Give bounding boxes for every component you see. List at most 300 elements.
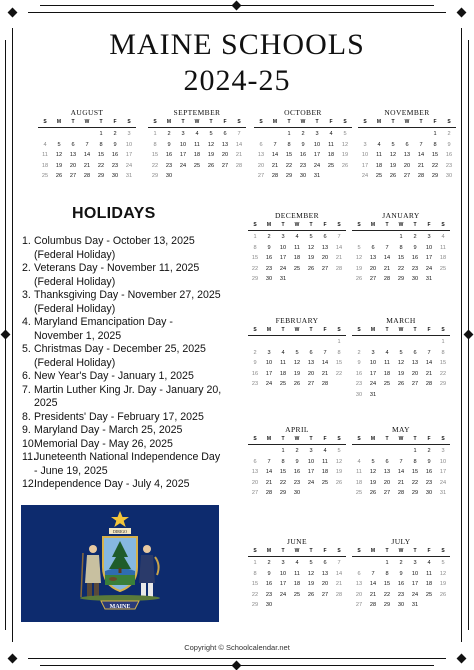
day-cell: 26	[293, 381, 301, 387]
weekday-header	[352, 221, 450, 231]
day-cell: 30	[165, 173, 173, 179]
day-cell: 12	[307, 244, 315, 251]
holiday-line: Independence Day - July 4, 2025	[34, 478, 190, 490]
day-cell: 16	[111, 152, 119, 158]
weekday-label: T	[413, 222, 417, 228]
day-cell: 11	[384, 360, 390, 366]
day-cell: 24	[411, 591, 419, 598]
week-row	[148, 161, 246, 172]
day-cell	[366, 232, 380, 243]
weekday-label: S	[447, 119, 451, 125]
day-cell: 19	[307, 255, 315, 261]
corner-diamond	[457, 8, 467, 18]
weekday-label: F	[427, 327, 431, 333]
day-cell	[290, 337, 304, 348]
holiday-line: Maryland Emancipation Day -	[34, 316, 173, 328]
week-row	[248, 358, 346, 369]
day-cell: 21	[321, 370, 329, 377]
day-cell: 31	[279, 276, 287, 282]
holiday-line: Presidents' Day - February 17, 2025	[34, 410, 204, 423]
day-cell: 13	[383, 469, 391, 475]
week-row	[248, 253, 346, 264]
day-cell: 17	[439, 469, 447, 475]
day-cell: 7	[267, 458, 271, 465]
day-cell: 22	[397, 265, 405, 272]
day-cell: 24	[279, 265, 287, 272]
weekday-label: T	[419, 119, 423, 125]
day-cell: 7	[399, 458, 403, 465]
day-cell: 16	[293, 469, 301, 475]
day-cell: 6	[323, 560, 327, 566]
day-cell: 4	[427, 560, 431, 566]
holidays-list	[22, 235, 244, 492]
weekday-header	[248, 547, 346, 557]
day-cell: 17	[313, 152, 321, 158]
holiday-line: New Year's Day - January 1, 2025	[34, 370, 194, 382]
corner-diamond	[8, 654, 18, 664]
day-cell: 25	[383, 381, 391, 387]
day-cell: 5	[357, 244, 361, 251]
day-cell: 16	[411, 255, 419, 261]
day-cell: 15	[431, 152, 439, 158]
day-cell: 20	[369, 265, 377, 272]
frame-diamond	[1, 330, 11, 340]
day-cell	[38, 129, 52, 140]
day-cell	[254, 129, 268, 140]
weekday-label: T	[181, 119, 185, 125]
day-cell: 17	[369, 370, 377, 377]
day-cell: 22	[285, 162, 293, 169]
day-cell: 9	[301, 141, 305, 148]
week-row	[352, 232, 450, 243]
day-cell	[248, 337, 262, 348]
weekday-label: F	[113, 119, 117, 125]
day-cell: 2	[267, 234, 271, 240]
weekday-label: S	[337, 327, 341, 333]
weekday-label: S	[253, 327, 257, 333]
holiday-item	[22, 424, 244, 438]
day-cell: 4	[377, 141, 381, 148]
weekday-header	[248, 435, 346, 445]
month-name: FEBRUARY	[275, 316, 319, 325]
day-cell	[366, 558, 380, 569]
day-cell: 8	[287, 141, 291, 148]
weekday-label: T	[385, 436, 389, 442]
day-cell: 4	[323, 448, 327, 454]
day-cell: 16	[265, 581, 273, 587]
month-name: OCTOBER	[284, 108, 322, 117]
week-row	[358, 150, 456, 161]
day-cell: 11	[294, 570, 300, 577]
week-row	[254, 171, 352, 182]
day-cell: 15	[279, 469, 287, 475]
weekday-label: M	[272, 119, 278, 125]
day-cell: 9	[267, 570, 271, 577]
day-cell: 19	[307, 581, 315, 587]
day-cell: 23	[411, 265, 419, 272]
weekday-label: T	[99, 119, 103, 125]
day-cell: 17	[279, 581, 287, 587]
day-cell: 10	[369, 360, 377, 366]
day-cell: 27	[221, 162, 229, 169]
day-cell: 17	[179, 152, 187, 158]
weekday-label: S	[357, 436, 361, 442]
day-cell: 13	[307, 360, 315, 366]
week-row	[352, 348, 450, 359]
day-cell: 10	[279, 570, 287, 577]
weekday-label: W	[398, 327, 404, 333]
day-cell: 11	[356, 469, 362, 475]
weekday-label: T	[209, 119, 213, 125]
corner-diamond	[8, 8, 18, 18]
day-cell: 11	[376, 152, 382, 158]
day-cell: 14	[235, 141, 243, 148]
day-cell: 19	[207, 152, 215, 158]
weekday-label: W	[294, 436, 300, 442]
weekday-label: W	[194, 119, 200, 125]
day-cell: 31	[313, 173, 321, 179]
holiday-line: (Federal Holiday)	[34, 275, 116, 288]
day-cell: 26	[397, 381, 405, 387]
day-cell: 12	[55, 152, 63, 158]
day-cell: 4	[295, 234, 299, 240]
holiday-number: 9.	[22, 424, 31, 436]
day-cell: 23	[293, 479, 301, 486]
day-cell: 10	[411, 570, 419, 577]
week-row	[248, 348, 346, 359]
month-name: JULY	[391, 537, 411, 546]
day-cell: 13	[355, 581, 363, 587]
month-name: MARCH	[386, 316, 416, 325]
day-cell: 1	[253, 560, 257, 566]
day-cell: 9	[267, 244, 271, 251]
weekday-label: T	[385, 222, 389, 228]
week-row	[352, 579, 450, 590]
day-cell	[324, 171, 338, 182]
day-cell	[52, 129, 66, 140]
day-cell	[408, 337, 422, 348]
week-row	[254, 161, 352, 172]
day-cell: 20	[383, 479, 391, 486]
day-cell: 28	[417, 173, 425, 179]
weekday-label: M	[266, 222, 272, 228]
weekday-label: S	[441, 327, 445, 333]
day-cell: 30	[411, 276, 419, 282]
day-cell: 12	[293, 360, 301, 366]
calendar-may	[352, 425, 450, 499]
day-cell: 1	[441, 339, 445, 345]
day-cell: 23	[265, 265, 273, 272]
day-cell: 12	[307, 570, 315, 577]
day-cell: 19	[55, 162, 63, 169]
holiday-number: 7.	[22, 383, 31, 396]
day-cell: 20	[257, 162, 265, 169]
day-cell: 7	[237, 131, 241, 137]
day-cell: 18	[321, 469, 329, 475]
holiday-item	[22, 411, 244, 425]
day-cell: 3	[441, 448, 445, 454]
day-cell	[408, 390, 422, 401]
weekday-label: S	[253, 222, 257, 228]
day-cell: 24	[265, 381, 273, 387]
day-cell: 8	[99, 141, 103, 148]
day-cell: 28	[335, 591, 343, 598]
day-cell: 3	[427, 234, 431, 240]
holiday-number: 3.	[22, 289, 31, 301]
weekday-label: W	[398, 436, 404, 442]
day-cell: 1	[287, 131, 291, 137]
day-cell: 18	[279, 370, 287, 377]
weekday-label: M	[166, 119, 172, 125]
frame-diamond	[232, 661, 242, 670]
weekday-label: S	[357, 327, 361, 333]
day-cell: 5	[57, 141, 61, 148]
day-cell: 19	[369, 479, 377, 486]
week-row	[352, 467, 450, 478]
day-cell	[290, 274, 304, 285]
day-cell: 29	[397, 276, 405, 282]
holiday-number: 11.	[22, 451, 36, 463]
holiday-line: Martin Luther King Jr. Day - January 20,	[34, 383, 222, 396]
day-cell	[366, 337, 380, 348]
day-cell: 28	[271, 173, 279, 179]
day-cell: 21	[383, 265, 391, 272]
week-row	[352, 379, 450, 390]
day-cell	[276, 337, 290, 348]
day-cell: 26	[369, 490, 377, 496]
page-subtitle-year: 2024-25	[183, 64, 291, 97]
day-cell: 11	[322, 458, 328, 465]
day-cell: 19	[335, 469, 343, 475]
day-cell: 19	[397, 370, 405, 377]
day-cell: 13	[221, 141, 229, 148]
holiday-line: Maryland Day - March 25, 2025	[34, 424, 183, 436]
day-cell: 5	[391, 141, 395, 148]
day-cell	[352, 558, 366, 569]
calendar-march	[352, 316, 450, 400]
week-row	[352, 558, 450, 569]
day-cell: 15	[383, 581, 391, 587]
holiday-number: 2.	[22, 262, 31, 274]
day-cell: 16	[445, 152, 453, 158]
day-cell: 9	[113, 141, 117, 148]
calendar-july	[352, 537, 450, 611]
week-row	[148, 150, 246, 161]
day-cell	[422, 600, 436, 611]
weekday-header	[254, 118, 352, 128]
weekday-label: T	[281, 548, 285, 554]
day-cell: 13	[257, 152, 265, 158]
day-cell: 20	[321, 581, 329, 587]
day-cell: 22	[251, 265, 259, 272]
day-cell: 3	[363, 141, 367, 148]
day-cell: 25	[375, 173, 383, 179]
day-cell: 27	[355, 602, 363, 608]
week-row	[352, 390, 450, 401]
weekday-label: F	[427, 222, 431, 228]
day-cell: 10	[125, 141, 133, 148]
day-cell: 10	[307, 458, 315, 465]
holiday-text	[34, 262, 244, 289]
day-cell: 3	[315, 131, 319, 137]
week-row	[148, 171, 246, 182]
day-cell: 10	[425, 244, 433, 251]
day-cell: 2	[427, 448, 431, 454]
day-cell: 29	[383, 602, 391, 608]
calendar-november	[358, 108, 456, 182]
day-cell: 24	[125, 162, 133, 169]
month-name: JANUARY	[382, 211, 420, 220]
weekday-label: M	[376, 119, 382, 125]
day-cell: 7	[323, 349, 327, 356]
week-row	[358, 140, 456, 151]
week-row	[352, 274, 450, 285]
weekday-label: T	[413, 327, 417, 333]
day-cell: 23	[445, 162, 453, 169]
holiday-line: Juneteenth National Independence Day	[34, 451, 221, 463]
day-cell: 14	[369, 581, 377, 587]
day-cell	[80, 129, 94, 140]
day-cell: 11	[328, 141, 334, 148]
day-cell: 12	[355, 255, 363, 261]
weekday-label: S	[253, 548, 257, 554]
day-cell: 1	[253, 234, 257, 240]
day-cell	[358, 129, 372, 140]
day-cell: 24	[425, 265, 433, 272]
day-cell: 25	[425, 591, 433, 598]
day-cell: 8	[253, 570, 257, 577]
day-cell: 6	[309, 349, 313, 356]
day-cell: 4	[43, 141, 47, 148]
week-row	[352, 600, 450, 611]
day-cell: 21	[335, 255, 343, 261]
day-cell	[366, 446, 380, 457]
weekday-label: F	[433, 119, 437, 125]
frame-line-bottom	[28, 658, 446, 659]
day-cell: 10	[279, 244, 287, 251]
holiday-text	[34, 235, 244, 262]
week-row	[38, 171, 136, 182]
month-name: DECEMBER	[274, 211, 320, 220]
day-cell: 21	[397, 479, 405, 486]
day-cell: 24	[369, 381, 377, 387]
day-cell	[176, 171, 190, 182]
holiday-text	[34, 343, 244, 370]
day-cell: 8	[399, 244, 403, 251]
day-cell: 15	[335, 360, 343, 366]
weekday-label: S	[259, 119, 263, 125]
maine-flag-image	[21, 505, 219, 622]
weekday-label: M	[370, 436, 376, 442]
day-cell	[332, 600, 346, 611]
day-cell	[318, 600, 332, 611]
day-cell: 6	[357, 570, 361, 577]
holidays-title: HOLIDAYS	[72, 205, 156, 222]
calendar-august	[38, 108, 136, 182]
day-cell: 18	[375, 162, 383, 169]
week-row	[248, 243, 346, 254]
weekday-label: M	[266, 327, 272, 333]
day-cell: 23	[251, 381, 259, 387]
day-cell	[338, 171, 352, 182]
day-cell: 12	[439, 570, 447, 577]
day-cell: 30	[425, 490, 433, 496]
day-cell: 12	[369, 469, 377, 475]
calendar-september	[148, 108, 246, 182]
day-cell: 8	[441, 349, 445, 356]
week-row	[352, 488, 450, 499]
weekday-label: T	[71, 119, 75, 125]
day-cell: 15	[397, 255, 405, 261]
day-cell: 20	[411, 370, 419, 377]
day-cell: 30	[355, 391, 363, 398]
day-cell	[262, 337, 276, 348]
weekday-label: W	[404, 119, 410, 125]
weekday-label: T	[391, 119, 395, 125]
day-cell: 5	[337, 448, 341, 454]
weekday-label: T	[413, 548, 417, 554]
week-row	[352, 478, 450, 489]
day-cell: 29	[151, 173, 159, 179]
day-cell: 15	[285, 152, 293, 158]
day-cell: 2	[253, 349, 257, 356]
day-cell: 30	[445, 173, 453, 179]
weekday-label: T	[309, 548, 313, 554]
weekday-label: T	[287, 119, 291, 125]
day-cell: 3	[371, 349, 375, 356]
day-cell: 28	[369, 602, 377, 608]
holiday-item	[22, 289, 244, 316]
day-cell: 18	[193, 152, 201, 158]
weekday-label: M	[370, 327, 376, 333]
holiday-line: November 1, 2025	[34, 329, 122, 342]
day-cell	[380, 390, 394, 401]
weekday-label: W	[294, 548, 300, 554]
day-cell: 17	[361, 162, 369, 169]
day-cell	[304, 337, 318, 348]
day-cell	[394, 446, 408, 457]
day-cell: 31	[369, 391, 377, 398]
day-cell: 30	[265, 276, 273, 282]
day-cell: 5	[343, 131, 347, 137]
day-cell	[394, 390, 408, 401]
day-cell	[318, 274, 332, 285]
day-cell: 8	[253, 244, 257, 251]
day-cell: 15	[251, 581, 259, 587]
day-cell: 12	[389, 152, 397, 158]
day-cell	[436, 390, 450, 401]
week-row	[38, 129, 136, 140]
day-cell: 28	[335, 265, 343, 272]
day-cell	[332, 379, 346, 390]
month-name: MAY	[391, 425, 410, 434]
day-cell: 11	[426, 570, 432, 577]
weekday-label: F	[223, 119, 227, 125]
day-cell: 21	[271, 162, 279, 169]
copyright-text: Copyright © Schoolcalendar.net	[184, 643, 290, 652]
day-cell: 28	[83, 173, 91, 179]
day-cell: 21	[265, 479, 273, 486]
weekday-label: T	[309, 222, 313, 228]
holiday-item	[22, 478, 244, 492]
day-cell: 31	[439, 490, 447, 496]
week-row	[148, 140, 246, 151]
day-cell: 26	[389, 173, 397, 179]
day-cell: 8	[385, 570, 389, 577]
day-cell: 7	[337, 234, 341, 240]
week-row	[248, 467, 346, 478]
day-cell: 24	[307, 479, 315, 486]
